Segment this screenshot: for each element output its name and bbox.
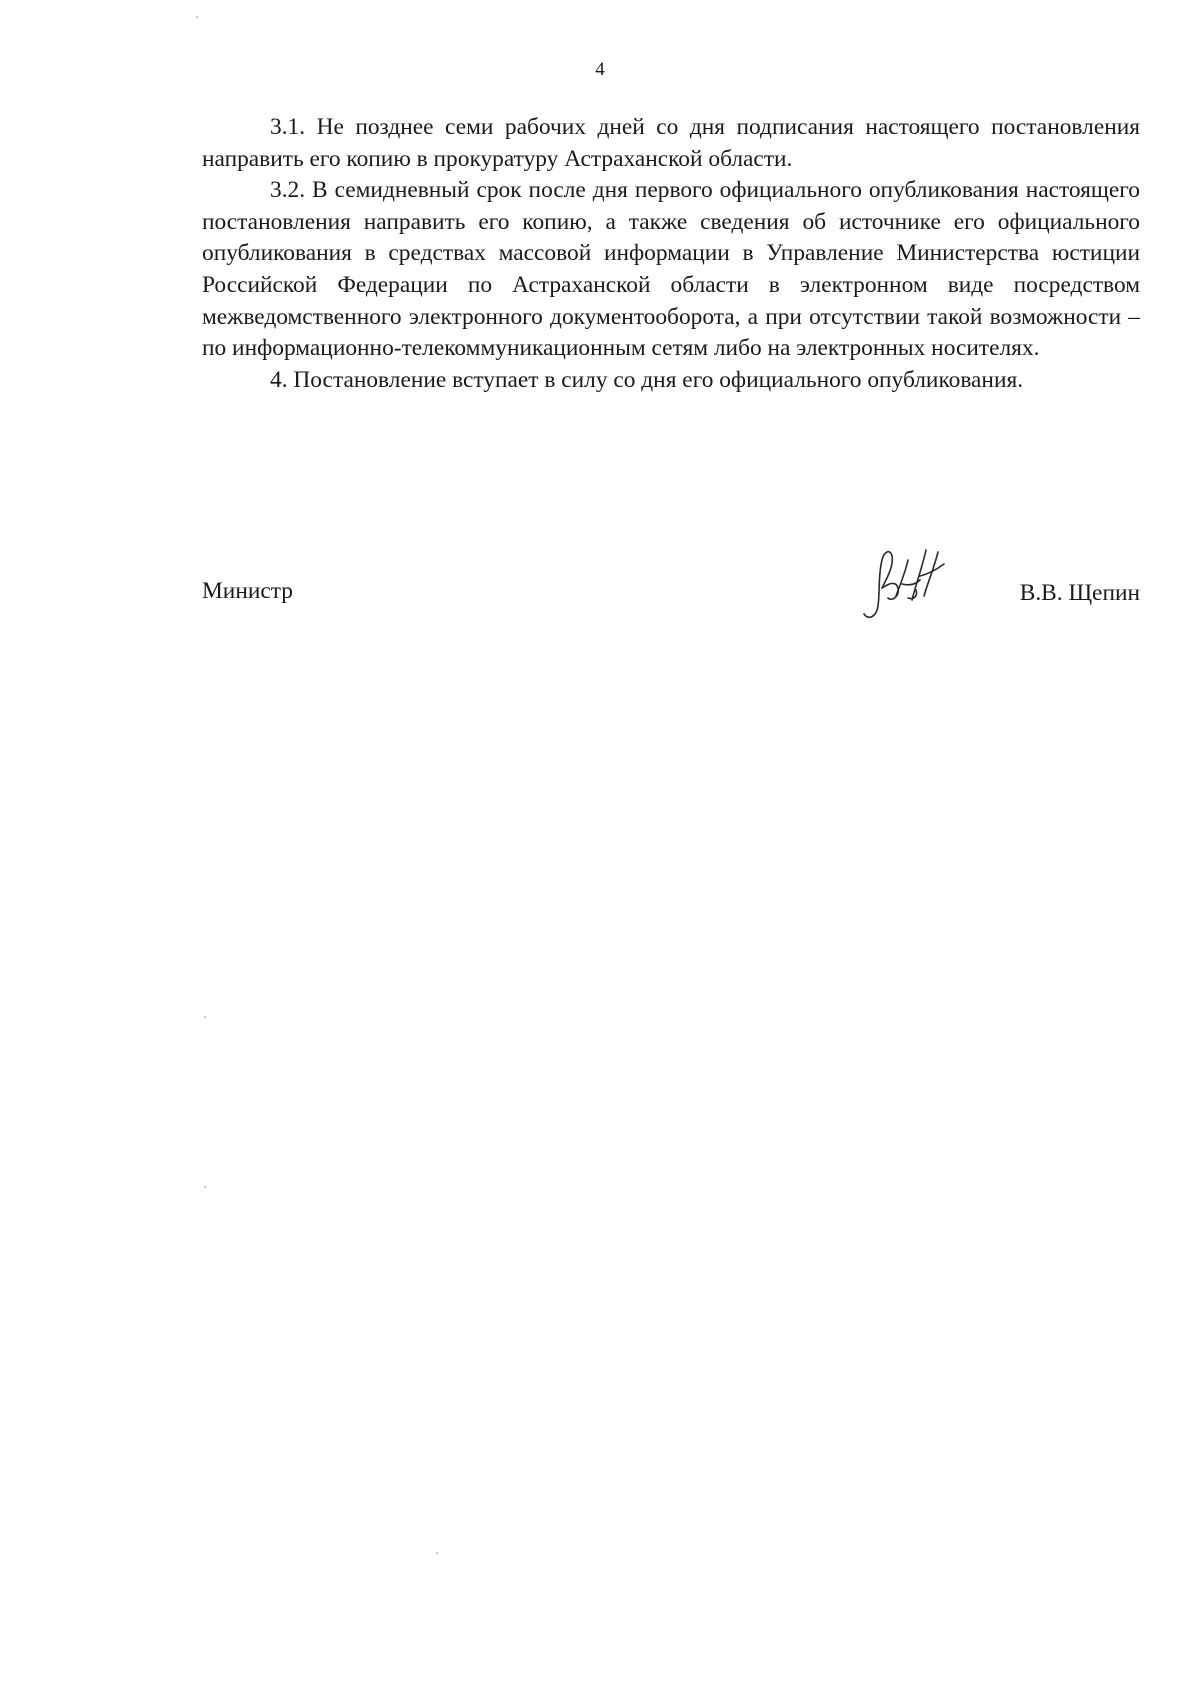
scan-speck — [436, 1552, 438, 1554]
document-body — [202, 112, 1140, 396]
handwritten-signature-icon — [858, 540, 954, 624]
signature-block — [202, 570, 1140, 660]
scan-speck — [204, 1016, 206, 1018]
paragraph-4: 4. Постановление вступает в силу со дня его официального опубликования. — [270, 366, 1024, 393]
page-number: 4 — [595, 59, 605, 80]
paragraph-3-1: 3.1. Не позднее семи рабочих дней со дня подписания настоящего постановления направить его копию в прокуратуру Астраханской области. — [202, 114, 1140, 172]
signer-name: В.В. Щепин — [1019, 580, 1140, 606]
signer-position: Министр — [202, 578, 293, 604]
scan-speck — [204, 1186, 206, 1188]
scan-speck — [196, 16, 198, 18]
paragraph-3-2: 3.2. В семидневный срок после дня первого официального опубликования настоящего постановления направить его копию, а также сведения об источнике его официального опубликования в средствах массовой информации в Управление Министерства юстиции Российской Федерации по Астраханской области в электронном виде посредством межведомственного электронного документооборота, а при отсутствии такой возможности – по информационно-телекоммуникационным сетям либо на электронных носителях. — [202, 177, 1140, 362]
